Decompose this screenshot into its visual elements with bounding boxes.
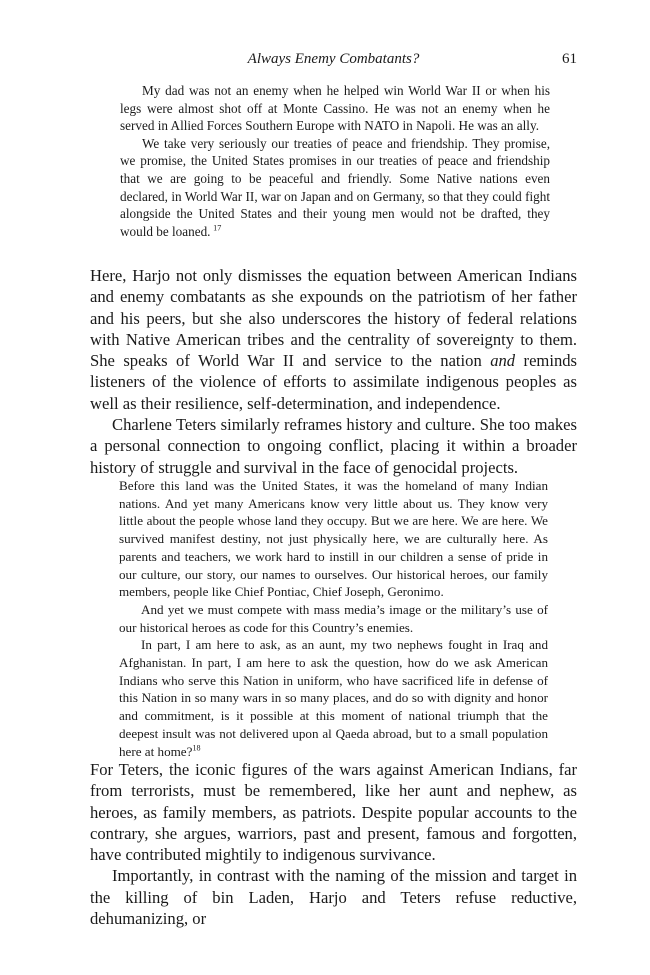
quote-paragraph: Before this land was the United States, it was the homeland of many Indian nations. And yet many Americans know very little about us. They know very little about the people whose land they occupy. But we are here. We are here. We survived manifest destiny, not just physically here, we are culturally here. As parents and teachers, we work hard to instill in our children a sense of pride in our culture, our story, our names to ourselves. Our historical heroes, our family members, people like Chief Pontiac, Chief Joseph, Geronimo. [119,478,548,600]
emphasis-text: and [490,351,516,371]
running-title: Always Enemy Combatants? [247,51,420,67]
body-text: Here, Harjo not only dismisses the equation between American Indians and enemy combatants as she expounds on the patriotism of her father and his peers, but she also underscores the history of federal relations with Native American tribes and the centrality of sovereignty to them. She speaks of World War II and service to the nation [90,266,577,371]
quote-text: In part, I am here to ask, as an aunt, my two nephews fought in Iraq and Afghanistan. In part, I am here to ask the question, how do we ask American Indians who serve this Nation in uniform, who have sacrificed life in defense of this Nation in so many wars in so many places, and do so with dignity and honor and commitment, is it possible at this moment of national triumph that the deepest insult was not delivered upon al Qaeda abroad, but to a small population here at home? [119,637,548,759]
body-text-section [90,759,577,929]
body-paragraph: Charlene Teters similarly reframes history and culture. She too makes a personal connection to ongoing conflict, placing it within a broader history of struggle and survival in the face of genocidal projects. [90,415,577,477]
body-text: reminds listeners of the violence of efforts to assimilate indigenous peoples as well as their resilience, self-determination, and independence. [90,351,577,413]
body-text-section [90,265,577,478]
footnote-ref-18[interactable]: 18 [192,743,201,753]
body-paragraph: For Teters, the iconic figures of the wars against American Indians, far from terrorists, must be remembered, like her aunt and nephew, as heroes, as family members, as patriots. Despite popular accounts to the contrary, she argues, warriors, past and present, famous and forgotten, have contributed mightily to indigenous survivance. [90,760,577,865]
quote-text: We take very seriously our treaties of peace and friendship. They promise, we promise, the United States promises in our treaties of peace and friendship that we are going to be peaceful and friendly. Some Native nations even declared, in World War II, war on Japan and on Germany, so that they could fight alongside the United States and their young men would not be drafted, they would be loaned. [120,135,550,239]
quote-paragraph: My dad was not an enemy when he helped win World War II or when his legs were almost shot off at Monte Cassino. He was not an enemy when he served in Allied Forces Southern Europe with NATO in Napoli. He was an ally. [120,83,550,134]
footnote-ref-17[interactable]: 17 [213,223,222,233]
quote-paragraph: And yet we must compete with mass media’s image or the military’s use of our historical heroes as code for this Country’s enemies. [119,601,548,635]
quote-paragraph [120,135,550,241]
page-number: 61 [562,51,577,67]
block-quote-teters [119,477,548,760]
running-header [90,51,577,71]
body-paragraph [90,265,577,414]
quote-paragraph [119,636,548,760]
block-quote-harjo [120,82,550,240]
body-paragraph: Importantly, in contrast with the naming of the mission and target in the killing of bin Laden, Harjo and Teters refuse reductive, dehumanizing, or [90,866,577,929]
